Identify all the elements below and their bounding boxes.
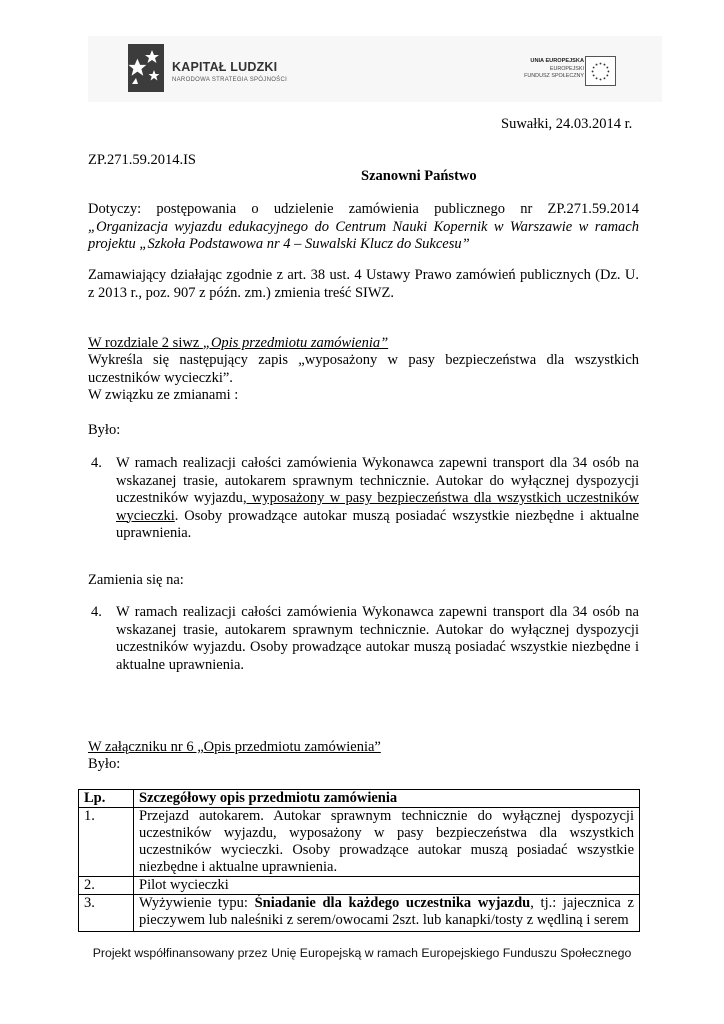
eu-line-1: UNIA EUROPEJSKA [530,58,584,64]
was-item-number: 4. [91,455,102,471]
kapital-ludzki-subtitle: NARODOWA STRATEGIA SPÓJNOŚCI [172,77,288,83]
table-row3-suffix: , tj.: jajecznica z pieczywem lub naleśniki z serem/owocami 2szt. lub kanapki/tosty z wędliną i serem [139,895,634,928]
eu-flag-icon [585,56,616,86]
table-row3-number: 3. [79,895,134,932]
table-row [79,895,640,932]
table-row2-text: Pilot wycieczki [134,877,640,895]
new-item-number: 4. [91,604,102,620]
deletion-paragraph: Wykreśla się następujący zapis „wyposażony w pasy bezpieczeństwa dla wszystkich uczestników wycieczki”. [88,352,639,386]
in-connection-text: W związku ze zmianami : [88,387,239,403]
section2-heading: W załączniku nr 6 „Opis przedmiotu zamówienia” [88,739,381,755]
new-list-item [88,604,639,674]
kapital-ludzki-title: KAPITAŁ LUDZKI [172,60,278,74]
replace-label: Zamienia się na: [88,572,184,588]
subject-paragraph [88,201,639,254]
table-row3-bold: Śniadanie dla każdego uczestnika wyjazdu [254,895,531,911]
kapital-ludzki-logo-icon [128,44,164,92]
subject-prefix: Dotyczy: postępowania o udzielenie zamówienia publicznego nr ZP.271.59.2014 [88,201,639,217]
was-list-item [88,455,639,543]
spec-table [78,789,640,932]
eu-text-block [488,58,584,81]
subject-title: „Organizacja wyjazdu edukacyjnego do Centrum Nauki Kopernik w Warszawie w ramach projektu „Szkoła Podstawowa nr 4 – Suwalski Klucz do Sukcesu” [88,218,639,252]
table-row1-text: Przejazd autokarem. Autokar sprawnym technicznie do wyłącznej dyspozycji uczestników wyjazdu, wyposażony w pasy bezpieczeństwa dla wszystkich uczestników wycieczki. Osoby prowadzące autokar muszą posiadać wszystkie niezbędne i aktualne uprawnienia. [134,808,640,877]
table-header-description: Szczegółowy opis przedmiotu zamówienia [134,790,640,808]
reference-number: ZP.271.59.2014.IS [88,152,196,168]
section1-heading-italic: „Opis przedmiotu zamówienia” [202,335,389,351]
table-row2-number: 2. [79,877,134,895]
table-row3-prefix: Wyżywienie typu: [139,895,255,911]
was-item-part2: . Osoby prowadzące autokar muszą posiadać wszystkie niezbędne i aktualne uprawnienia. [116,507,639,541]
section2-was-label: Było: [88,756,121,772]
section1-heading-prefix: W rozdziale 2 siwz [88,335,203,351]
table-header-lp: Lp. [79,790,134,808]
page-footer: Projekt współfinansowany przez Unię Europejską w ramach Europejskiego Funduszu Społecznego [92,946,632,960]
table-row [79,877,640,895]
table-row1-number: 1. [79,808,134,877]
eu-line-3: FUNDUSZ SPOŁECZNY [524,73,584,79]
was-item-text [116,455,639,543]
new-item-text: W ramach realizacji całości zamówienia Wykonawca zapewni transport dla 34 osób na wskazanej trasie, autokarem sprawnym technicznie. Autokar do wyłącznej dyspozycji uczestników wyjazdu. Osoby prowadzące autokar muszą posiadać wszystkie niezbędne i aktualne uprawnienia. [116,604,639,673]
was-label: Było: [88,422,121,438]
table-header-row [79,790,640,808]
was-item-part1: W ramach realizacji całości zamówienia Wykonawca zapewni transport dla 34 osób na wskazanej trasie, autokarem sprawnym technicznie. Autokar do wyłącznej dyspozycji uczestników wyjazdu [116,455,639,506]
section1-heading [88,335,388,352]
salutation: Szanowni Państwo [361,168,477,184]
table-row3-text [134,895,640,932]
intro-paragraph: Zamawiający działając zgodnie z art. 38 ust. 4 Ustawy Prawo zamówień publicznych (Dz. U. z 2013 r., poz. 907 z późn. zm.) zmienia treść SIWZ. [88,267,639,301]
eu-line-2: EUROPEJSKI [549,65,584,72]
place-date: Suwałki, 24.03.2014 r. [501,116,633,132]
table-row [79,808,640,877]
was-item-underlined: , wyposażony w pasy bezpieczeństwa dla wszystkich uczestników wycieczki [116,490,639,524]
